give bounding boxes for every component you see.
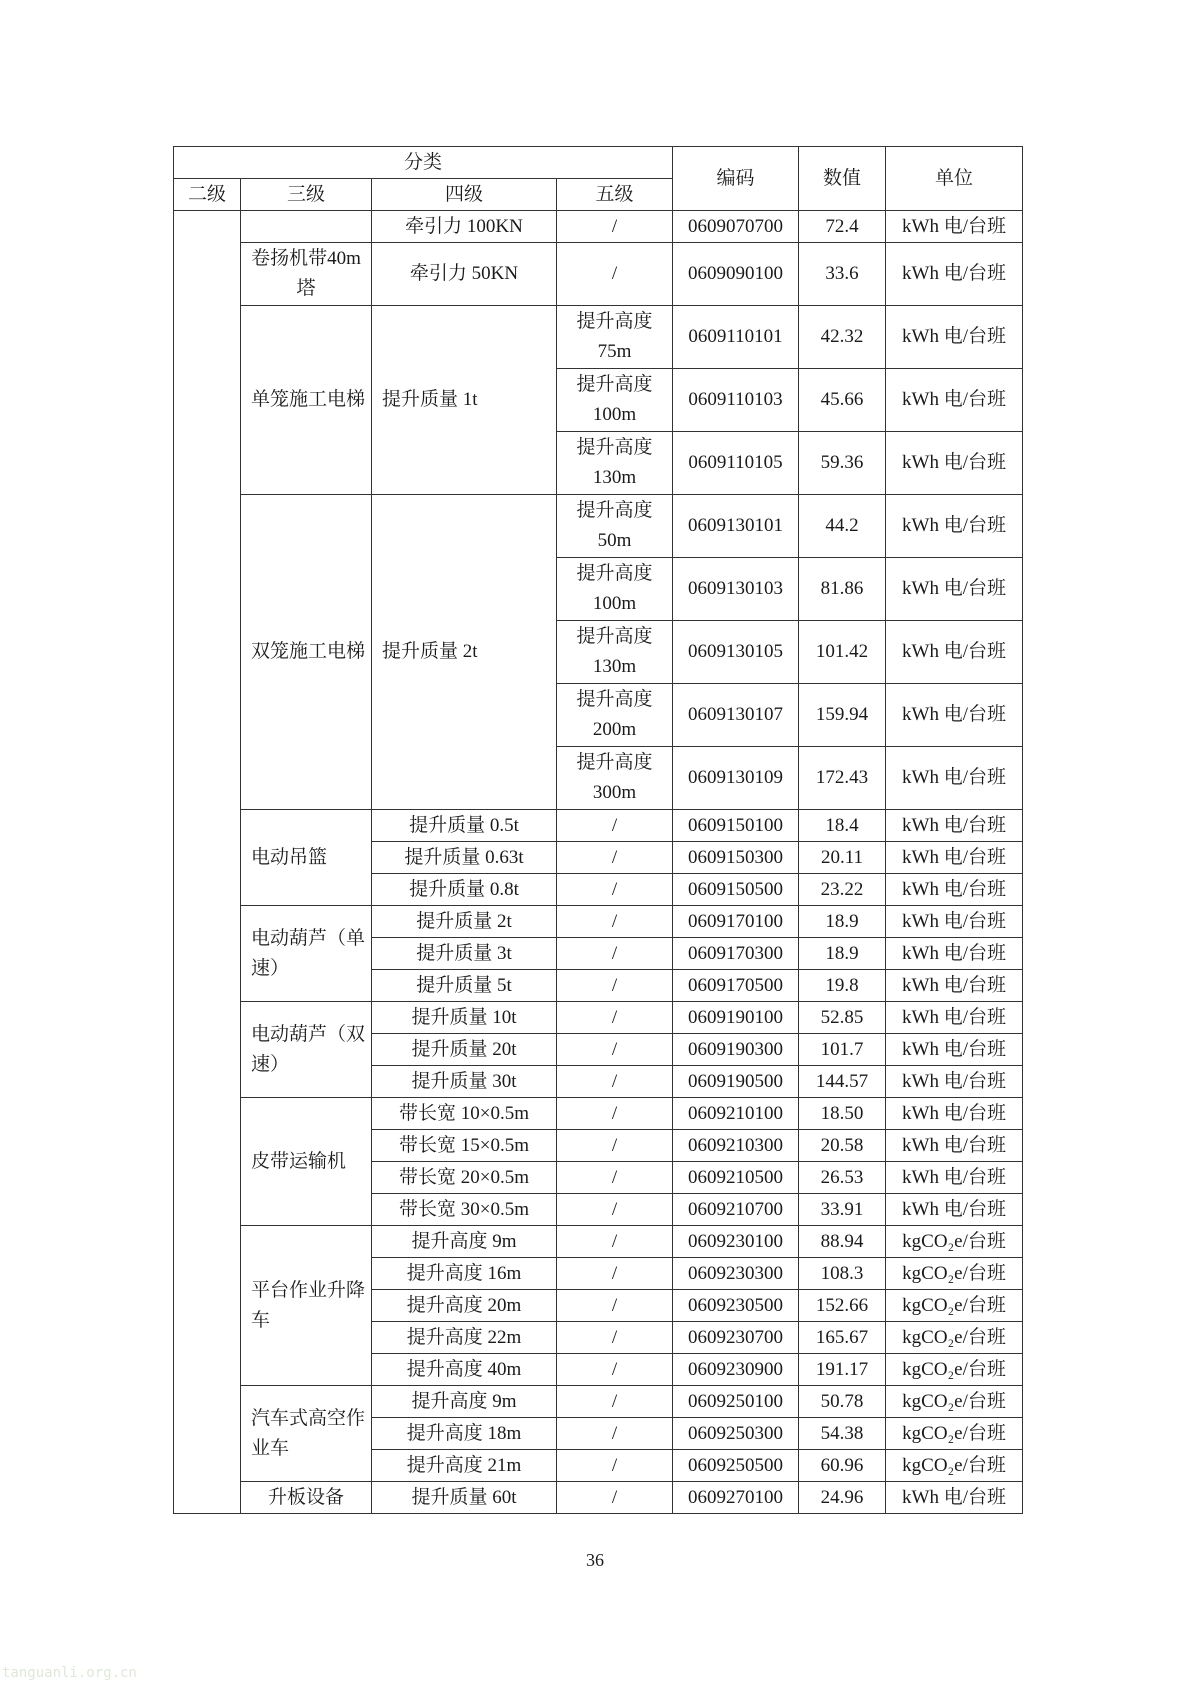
code-cell: 0609130107 [673, 684, 799, 747]
unit-cell: kgCO₂e/台班 [886, 1290, 1023, 1322]
unit-cell: kWh 电/台班 [886, 1130, 1023, 1162]
code-cell: 0609130103 [673, 558, 799, 621]
value-cell: 101.42 [799, 621, 886, 684]
value-cell: 81.86 [799, 558, 886, 621]
unit-cell: kWh 电/台班 [886, 1162, 1023, 1194]
value-cell: 59.36 [799, 432, 886, 495]
level5-cell: 提升高度200m [557, 684, 673, 747]
level4-cell: 提升质量 5t [372, 970, 557, 1002]
value-cell: 101.7 [799, 1034, 886, 1066]
level4-cell: 带长宽 15×0.5m [372, 1130, 557, 1162]
level4-cell: 提升质量 20t [372, 1034, 557, 1066]
code-cell: 0609250500 [673, 1450, 799, 1482]
code-cell: 0609210700 [673, 1194, 799, 1226]
code-cell: 0609210300 [673, 1130, 799, 1162]
level5-cell: / [557, 1130, 673, 1162]
level4-cell: 提升质量 10t [372, 1002, 557, 1034]
unit-cell: kWh 电/台班 [886, 1002, 1023, 1034]
level5-cell: / [557, 1258, 673, 1290]
unit-cell: kWh 电/台班 [886, 432, 1023, 495]
level5-cell: / [557, 906, 673, 938]
level4-cell: 提升质量 3t [372, 938, 557, 970]
level3-cell: 汽车式高空作业车 [241, 1386, 372, 1482]
code-cell: 0609130109 [673, 747, 799, 810]
value-cell: 23.22 [799, 874, 886, 906]
unit-cell: kWh 电/台班 [886, 495, 1023, 558]
level4-cell: 牵引力 100KN [372, 211, 557, 243]
unit-cell: kWh 电/台班 [886, 1194, 1023, 1226]
unit-cell: kWh 电/台班 [886, 810, 1023, 842]
value-cell: 33.91 [799, 1194, 886, 1226]
value-cell: 18.9 [799, 938, 886, 970]
level5-cell: 提升高度75m [557, 306, 673, 369]
level5-cell: / [557, 874, 673, 906]
code-cell: 0609190300 [673, 1034, 799, 1066]
level5-cell: / [557, 810, 673, 842]
unit-cell: kgCO₂e/台班 [886, 1226, 1023, 1258]
header-level5: 五级 [557, 179, 673, 211]
table-row [174, 1226, 1023, 1258]
unit-cell: kgCO₂e/台班 [886, 1258, 1023, 1290]
code-cell: 0609230300 [673, 1258, 799, 1290]
unit-cell: kWh 电/台班 [886, 906, 1023, 938]
level4-cell: 提升质量 1t [372, 306, 557, 495]
code-cell: 0609130105 [673, 621, 799, 684]
level4-cell: 提升质量 60t [372, 1482, 557, 1514]
level3-cell: 皮带运输机 [241, 1098, 372, 1226]
level4-cell: 提升高度 22m [372, 1322, 557, 1354]
code-cell: 0609130101 [673, 495, 799, 558]
unit-cell: kWh 电/台班 [886, 558, 1023, 621]
level4-cell: 带长宽 10×0.5m [372, 1098, 557, 1130]
code-cell: 0609250100 [673, 1386, 799, 1418]
value-cell: 20.58 [799, 1130, 886, 1162]
unit-cell: kgCO₂e/台班 [886, 1354, 1023, 1386]
unit-cell: kWh 电/台班 [886, 211, 1023, 243]
level3-cell [241, 211, 372, 243]
level4-cell: 提升高度 21m [372, 1450, 557, 1482]
table-row [174, 1002, 1023, 1034]
unit-cell: kWh 电/台班 [886, 306, 1023, 369]
level4-cell: 提升质量 0.63t [372, 842, 557, 874]
value-cell: 54.38 [799, 1418, 886, 1450]
code-cell: 0609270100 [673, 1482, 799, 1514]
unit-cell: kWh 电/台班 [886, 684, 1023, 747]
unit-cell: kgCO₂e/台班 [886, 1450, 1023, 1482]
unit-cell: kWh 电/台班 [886, 1482, 1023, 1514]
value-cell: 72.4 [799, 211, 886, 243]
level5-cell: / [557, 1418, 673, 1450]
value-cell: 152.66 [799, 1290, 886, 1322]
value-cell: 44.2 [799, 495, 886, 558]
unit-cell: kWh 电/台班 [886, 243, 1023, 306]
level5-cell: / [557, 938, 673, 970]
level5-cell: 提升高度130m [557, 432, 673, 495]
level4-cell: 提升高度 20m [372, 1290, 557, 1322]
level3-cell: 单笼施工电梯 [241, 306, 372, 495]
table-row [174, 1098, 1023, 1130]
level4-cell: 提升高度 9m [372, 1226, 557, 1258]
level5-cell: / [557, 1002, 673, 1034]
level5-cell: / [557, 243, 673, 306]
level5-cell: / [557, 1034, 673, 1066]
table-row [174, 906, 1023, 938]
unit-cell: kWh 电/台班 [886, 938, 1023, 970]
value-cell: 159.94 [799, 684, 886, 747]
level5-cell: / [557, 970, 673, 1002]
unit-cell: kWh 电/台班 [886, 970, 1023, 1002]
code-cell: 0609230700 [673, 1322, 799, 1354]
level4-cell: 提升质量 0.5t [372, 810, 557, 842]
code-cell: 0609090100 [673, 243, 799, 306]
code-cell: 0609150300 [673, 842, 799, 874]
value-cell: 18.50 [799, 1098, 886, 1130]
level5-cell: / [557, 1450, 673, 1482]
level5-cell: / [557, 1322, 673, 1354]
value-cell: 172.43 [799, 747, 886, 810]
level4-cell: 提升质量 2t [372, 906, 557, 938]
page-number: 36 [586, 1550, 604, 1570]
unit-cell: kWh 电/台班 [886, 621, 1023, 684]
unit-cell: kgCO₂e/台班 [886, 1418, 1023, 1450]
code-cell: 0609110101 [673, 306, 799, 369]
code-cell: 0609170300 [673, 938, 799, 970]
value-cell: 50.78 [799, 1386, 886, 1418]
level5-cell: / [557, 211, 673, 243]
header-level4: 四级 [372, 179, 557, 211]
level3-cell: 升板设备 [241, 1482, 372, 1514]
level5-cell: 提升高度50m [557, 495, 673, 558]
unit-cell: kWh 电/台班 [886, 369, 1023, 432]
table-row [174, 1386, 1023, 1418]
value-cell: 18.4 [799, 810, 886, 842]
header-unit: 单位 [886, 147, 1023, 211]
code-cell: 0609230100 [673, 1226, 799, 1258]
code-cell: 0609110103 [673, 369, 799, 432]
table-row [174, 243, 1023, 306]
unit-cell: kgCO₂e/台班 [886, 1386, 1023, 1418]
value-cell: 19.8 [799, 970, 886, 1002]
code-cell: 0609070700 [673, 211, 799, 243]
level5-cell: / [557, 842, 673, 874]
unit-cell: kWh 电/台班 [886, 1098, 1023, 1130]
value-cell: 20.11 [799, 842, 886, 874]
level5-cell: 提升高度300m [557, 747, 673, 810]
level4-cell: 提升高度 16m [372, 1258, 557, 1290]
level4-cell: 提升高度 18m [372, 1418, 557, 1450]
value-cell: 191.17 [799, 1354, 886, 1386]
level5-cell: / [557, 1194, 673, 1226]
level4-cell: 提升质量 30t [372, 1066, 557, 1098]
level5-cell: 提升高度100m [557, 558, 673, 621]
level5-cell: 提升高度100m [557, 369, 673, 432]
code-cell: 0609210500 [673, 1162, 799, 1194]
unit-cell: kWh 电/台班 [886, 842, 1023, 874]
level4-cell: 提升质量 0.8t [372, 874, 557, 906]
level5-cell: / [557, 1226, 673, 1258]
table-row [174, 211, 1023, 243]
level5-cell: / [557, 1482, 673, 1514]
code-cell: 0609170100 [673, 906, 799, 938]
header-value: 数值 [799, 147, 886, 211]
level4-cell: 提升质量 2t [372, 495, 557, 810]
level4-cell: 带长宽 20×0.5m [372, 1162, 557, 1194]
value-cell: 24.96 [799, 1482, 886, 1514]
level4-cell: 提升高度 9m [372, 1386, 557, 1418]
unit-cell: kWh 电/台班 [886, 1066, 1023, 1098]
level3-cell: 卷扬机带40m 塔 [241, 243, 372, 306]
code-cell: 0609250300 [673, 1418, 799, 1450]
code-cell: 0609210100 [673, 1098, 799, 1130]
emission-factor-table [173, 146, 1023, 1514]
value-cell: 60.96 [799, 1450, 886, 1482]
value-cell: 18.9 [799, 906, 886, 938]
table-row [174, 495, 1023, 558]
level4-cell: 提升高度 40m [372, 1354, 557, 1386]
header-category: 分类 [174, 147, 673, 179]
level3-cell: 平台作业升降车 [241, 1226, 372, 1386]
watermark: tanguanli.org.cn [2, 1665, 137, 1681]
level3-cell: 电动葫芦（双速） [241, 1002, 372, 1098]
value-cell: 88.94 [799, 1226, 886, 1258]
level3-cell: 双笼施工电梯 [241, 495, 372, 810]
code-cell: 0609230900 [673, 1354, 799, 1386]
code-cell: 0609230500 [673, 1290, 799, 1322]
code-cell: 0609190500 [673, 1066, 799, 1098]
code-cell: 0609150500 [673, 874, 799, 906]
level5-cell: / [557, 1290, 673, 1322]
level5-cell: / [557, 1162, 673, 1194]
unit-cell: kWh 电/台班 [886, 1034, 1023, 1066]
level5-cell: / [557, 1354, 673, 1386]
unit-cell: kWh 电/台班 [886, 747, 1023, 810]
value-cell: 52.85 [799, 1002, 886, 1034]
level5-cell: / [557, 1066, 673, 1098]
level5-cell: 提升高度130m [557, 621, 673, 684]
header-level3: 三级 [241, 179, 372, 211]
value-cell: 144.57 [799, 1066, 886, 1098]
level5-cell: / [557, 1098, 673, 1130]
value-cell: 165.67 [799, 1322, 886, 1354]
value-cell: 108.3 [799, 1258, 886, 1290]
level5-cell: / [557, 1386, 673, 1418]
code-cell: 0609170500 [673, 970, 799, 1002]
value-cell: 42.32 [799, 306, 886, 369]
level4-cell: 带长宽 30×0.5m [372, 1194, 557, 1226]
level2-cell [174, 211, 241, 1514]
code-cell: 0609150100 [673, 810, 799, 842]
code-cell: 0609190100 [673, 1002, 799, 1034]
value-cell: 33.6 [799, 243, 886, 306]
table-row [174, 1482, 1023, 1514]
unit-cell: kgCO₂e/台班 [886, 1322, 1023, 1354]
value-cell: 26.53 [799, 1162, 886, 1194]
code-cell: 0609110105 [673, 432, 799, 495]
unit-cell: kWh 电/台班 [886, 874, 1023, 906]
level3-cell: 电动吊篮 [241, 810, 372, 906]
table-row [174, 810, 1023, 842]
level3-cell: 电动葫芦（单速） [241, 906, 372, 1002]
header-level2: 二级 [174, 179, 241, 211]
value-cell: 45.66 [799, 369, 886, 432]
header-code: 编码 [673, 147, 799, 211]
level4-cell: 牵引力 50KN [372, 243, 557, 306]
table-row [174, 306, 1023, 369]
